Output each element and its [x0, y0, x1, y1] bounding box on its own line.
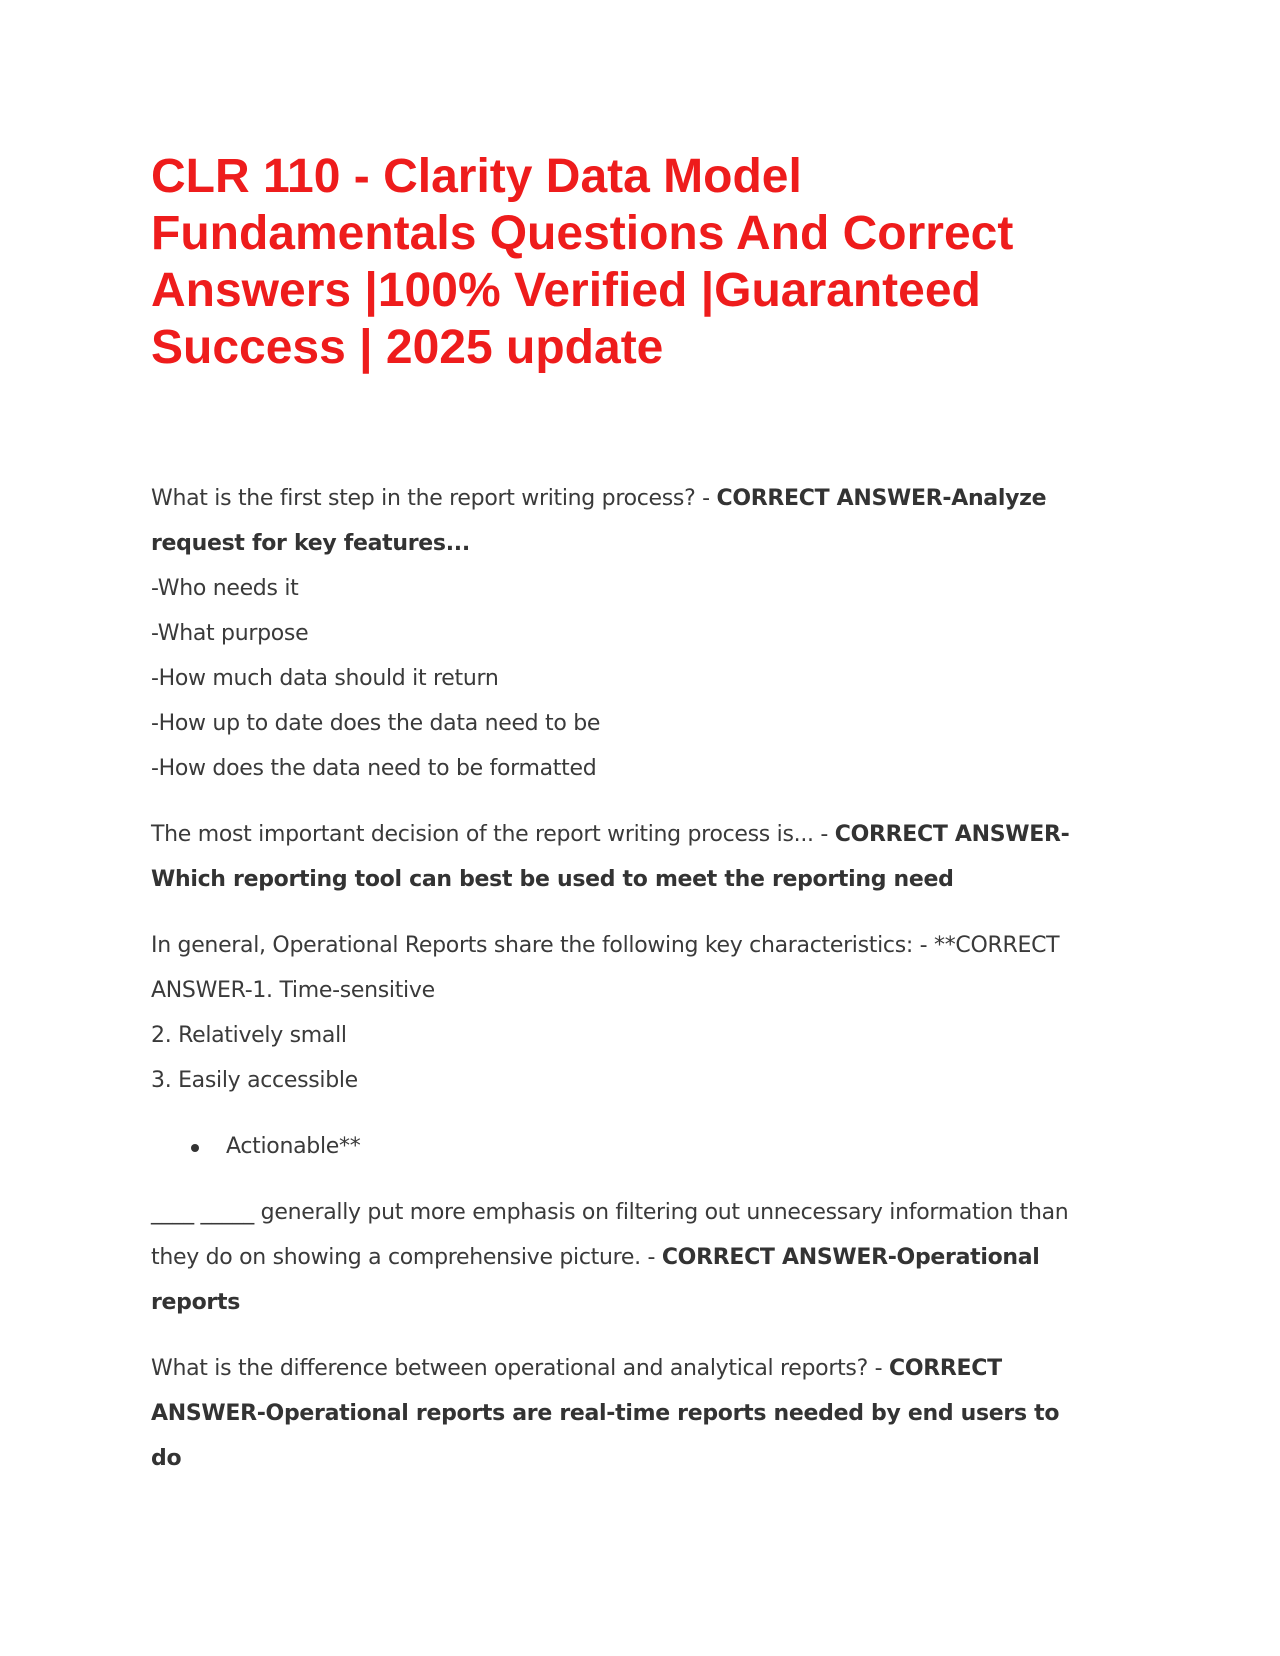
- document-page: [151, 148, 1091, 1502]
- answer-text: CORRECT ANSWER-Which reporting tool can best be used to meet the reporting need: [151, 822, 1070, 892]
- answer-text: CORRECT ANSWER-Operational reports: [151, 1245, 1040, 1315]
- qa-paragraph: [151, 1346, 1091, 1481]
- question-text: ____ _____ generally put more emphasis on filtering out unnecessary information than they do on showing a comprehensive picture. -: [151, 1200, 1069, 1270]
- answer-text: CORRECT ANSWER-Analyze request for key features...: [151, 486, 1047, 556]
- answer-line: -What purpose: [151, 621, 309, 646]
- qa-item: [151, 1190, 1091, 1325]
- bullet-list: [151, 1124, 1091, 1169]
- question-text: What is the difference between operational and analytical reports? -: [151, 1356, 889, 1381]
- answer-line: -How much data should it return: [151, 666, 499, 691]
- answer-line: -Who needs it: [151, 576, 299, 601]
- answer-line: 2. Relatively small: [151, 1023, 347, 1048]
- document-body: [151, 476, 1091, 1481]
- answer-text: CORRECT ANSWER-Operational reports are real-time reports needed by end users to do: [151, 1356, 1060, 1471]
- document-title: CLR 110 - Clarity Data Model Fundamentals Questions And Correct Answers |100% Verified |Guaranteed Success | 2025 update: [151, 150, 1014, 374]
- answer-line: 3. Easily accessible: [151, 1068, 358, 1093]
- qa-item: [151, 923, 1091, 1103]
- question-text: What is the first step in the report writing process? -: [151, 486, 717, 511]
- qa-paragraph: [151, 812, 1091, 902]
- qa-item: [151, 1346, 1091, 1481]
- qa-paragraph: [151, 1190, 1091, 1325]
- bullet-item: Actionable**: [151, 1124, 1091, 1169]
- qa-paragraph: [151, 476, 1091, 566]
- qa-paragraph: In general, Operational Reports share the following key characteristics: - **CORRECT ANSWER-1. Time-sensitive: [151, 933, 1060, 1003]
- question-text: The most important decision of the report writing process is... -: [151, 822, 835, 847]
- qa-item: [151, 812, 1091, 902]
- answer-line: -How does the data need to be formatted: [151, 756, 597, 781]
- answer-line: -How up to date does the data need to be: [151, 711, 601, 736]
- qa-item: [151, 476, 1091, 791]
